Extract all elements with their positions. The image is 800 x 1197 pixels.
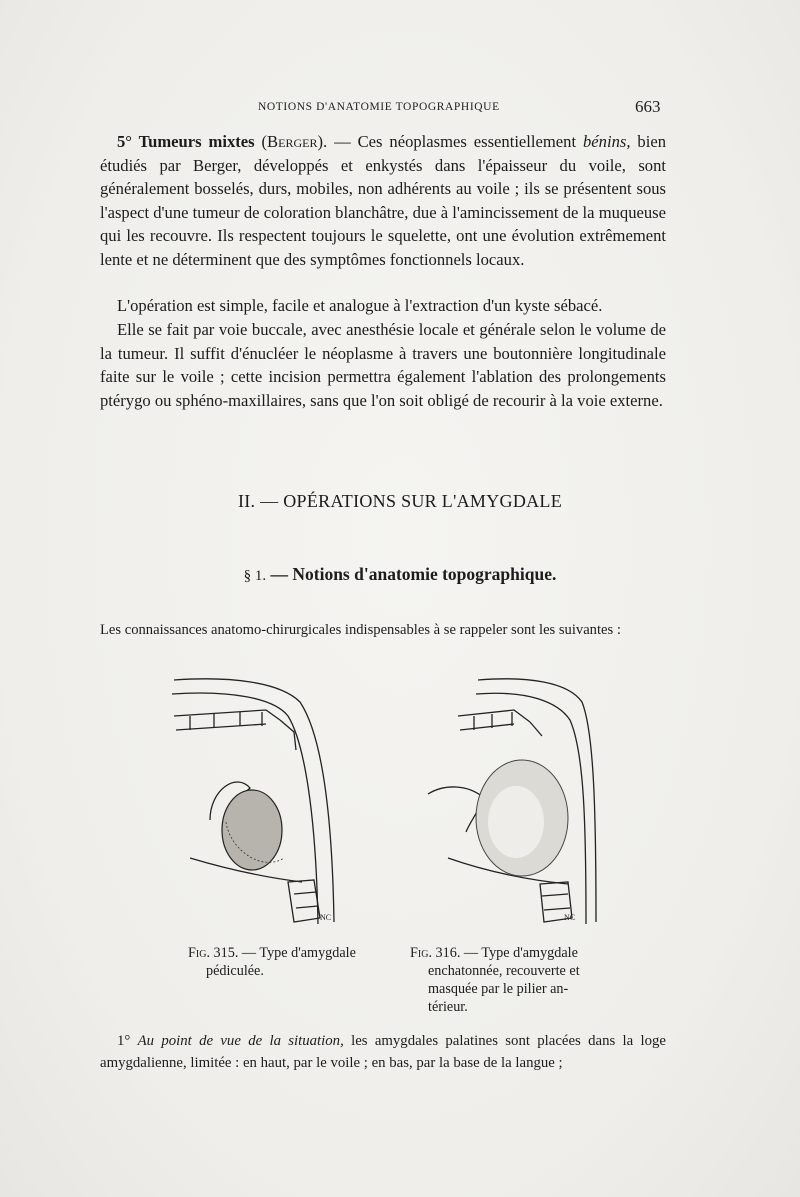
running-header: NOTIONS D'ANATOMIE TOPOGRAPHIQUE: [258, 101, 500, 113]
paragraph-text: — Ces néoplasmes essentiellement: [327, 132, 583, 151]
figure-316-illustration: [418, 672, 598, 934]
caption-text: térieur.: [428, 999, 468, 1015]
figure-label: Fig. 315.: [188, 945, 239, 961]
caption-text: — Type d'amygdale: [460, 945, 578, 961]
page-number: 663: [635, 97, 661, 116]
subsection-title: [0, 564, 800, 585]
figure-315-caption: [188, 944, 388, 980]
paragraph-technique: Elle se fait par voie buccale, avec anesthésie locale et générale selon le volume de la tumeur. Il suffit d'énucléer le néoplasme à travers une boutonnière longitudinale faite sur le voile ; cette incision permettra également l'ablation des prolongements ptérygo ou sphéno-maxillaires, sans que l'on soit obligé de recourir à la voie externe.: [100, 320, 666, 410]
paragraph-situation: [100, 1030, 666, 1074]
caption-text: masquée par le pilier an-: [428, 981, 569, 997]
paragraph-operation: L'opération est simple, facile et analogue à l'extraction d'un kyste sébacé.: [117, 296, 603, 315]
engraver-mark: NC: [320, 913, 332, 922]
list-number: 1°: [117, 1033, 138, 1049]
subsection-heading: — Notions d'anatomie topographique.: [270, 564, 557, 584]
caption-text: — Type d'amygdale: [238, 945, 356, 961]
paragraph-text: les amygdales palatines sont placées dans la loge amygdalienne, limitée : en haut, par le voile ; en bas, par la base de la langue ;: [100, 1033, 666, 1071]
figure-label: Fig. 316.: [410, 945, 461, 961]
section-title: II. — OPÉRATIONS SUR L'AMYGDALE: [237, 491, 563, 511]
paragraph-text: bien étudiés par Berger, développés et enkystés dans l'épaisseur du voile, sont généralement bosselés, durs, mobiles, non adhérents au voile ; ils se présentent sous l'aspect d'une tumeur de coloration blanchâtre, due à l'amincissement de la muqueuse qui les recouvre. Ils respectent toujours le squelette, ont une évolution extrêmement lente et ne déterminent que des symptômes fonctionnels locaux.: [100, 132, 666, 269]
figure-316-caption: [410, 944, 610, 1016]
paragraph-lead: 5° Tumeurs mixtes: [117, 132, 255, 151]
italic-phrase: Au point de vue de la situation,: [137, 1033, 344, 1049]
author-name: (Berger).: [261, 132, 328, 151]
intro-paragraph: Les connaissances anatomo-chirurgicales indispensables à se rappeler sont les suivantes :: [100, 622, 621, 638]
caption-text: pédiculée.: [206, 963, 264, 979]
italic-word: bénins,: [583, 132, 631, 151]
caption-text: enchatonnée, recouverte et: [428, 963, 580, 979]
paragraph-mixed-tumors: [100, 130, 666, 272]
figure-315-illustration: [170, 672, 340, 934]
engraver-mark: NC: [564, 913, 576, 922]
subsection-number: § 1.: [243, 568, 267, 584]
